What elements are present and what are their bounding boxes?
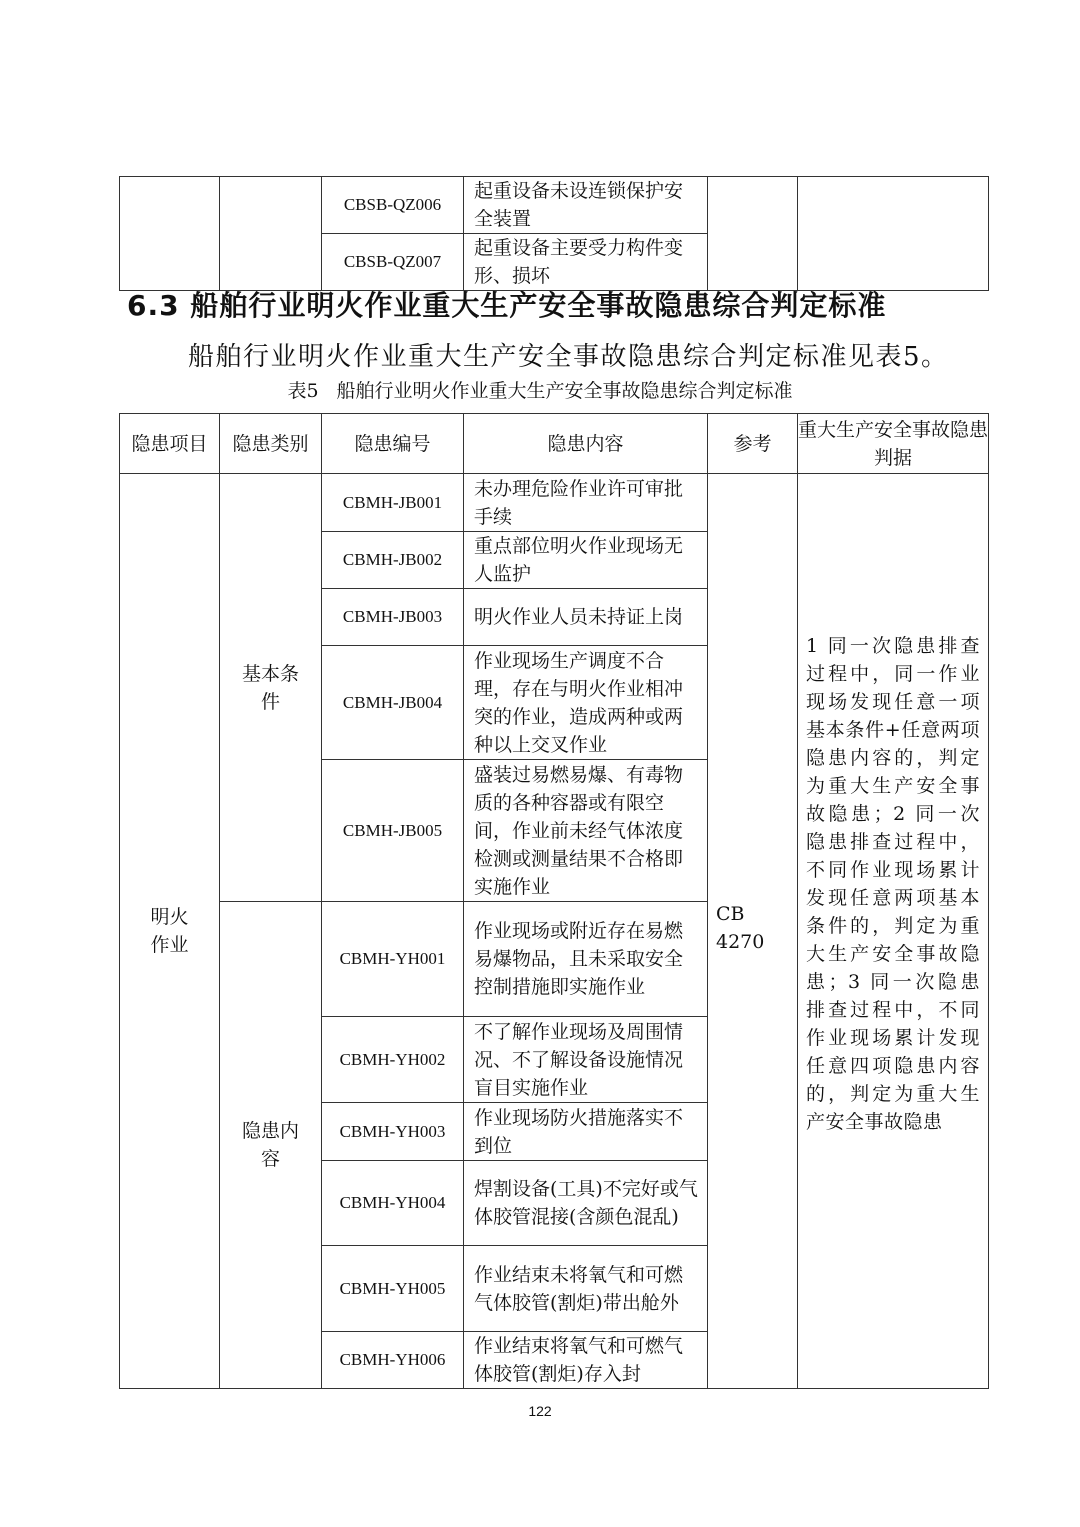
hazard-content-cell: 起重设备未设连锁保护安全装置 bbox=[464, 177, 708, 234]
table-caption-title: 船舶行业明火作业重大生产安全事故隐患综合判定标准 bbox=[336, 380, 793, 402]
header-code: 隐患编号 bbox=[322, 414, 464, 474]
header-content: 隐患内容 bbox=[464, 414, 708, 474]
hazard-content-cell: 焊割设备(工具)不完好或气体胶管混接(含颜色混乱) bbox=[464, 1161, 708, 1246]
hazard-code-cell: CBMH-YH002 bbox=[322, 1017, 464, 1103]
header-basis: 重大生产安全事故隐患判据 bbox=[798, 414, 989, 474]
hazard-content-cell: 明火作业人员未持证上岗 bbox=[464, 589, 708, 646]
reference-text: CB 4270 bbox=[716, 903, 765, 953]
empty-category-cell bbox=[220, 177, 322, 291]
table-caption-label: 表5 bbox=[287, 380, 319, 402]
category-cell: 基本条件 bbox=[220, 474, 322, 902]
category-cell: 隐患内容 bbox=[220, 902, 322, 1389]
hazard-code-cell: CBSB-QZ006 bbox=[322, 177, 464, 234]
header-category: 隐患类别 bbox=[220, 414, 322, 474]
hazard-content-cell: 作业结束将氧气和可燃气体胶管(割炬)存入封 bbox=[464, 1332, 708, 1389]
table-header-row bbox=[120, 414, 989, 474]
hazard-content-cell: 重点部位明火作业现场无人监护 bbox=[464, 532, 708, 589]
header-reference: 参考 bbox=[708, 414, 798, 474]
hazard-code-cell: CBSB-QZ007 bbox=[322, 234, 464, 291]
hazard-code-cell: CBMH-JB004 bbox=[322, 646, 464, 760]
empty-basis-cell bbox=[798, 177, 989, 291]
hazard-code-cell: CBMH-YH003 bbox=[322, 1103, 464, 1161]
hazard-code-cell: CBMH-JB001 bbox=[322, 474, 464, 532]
hazard-content-cell: 作业现场生产调度不合理，存在与明火作业相冲突的作业，造成两种或两种以上交叉作业 bbox=[464, 646, 708, 760]
header-item: 隐患项目 bbox=[120, 414, 220, 474]
table-caption bbox=[0, 376, 1080, 403]
hazard-content-cell: 不了解作业现场及周围情况、不了解设备设施情况盲目实施作业 bbox=[464, 1017, 708, 1103]
hazard-content-cell: 作业现场或附近存在易燃易爆物品，且未采取安全控制措施即实施作业 bbox=[464, 902, 708, 1017]
empty-item-cell bbox=[120, 177, 220, 291]
hazard-content-cell: 作业结束未将氧气和可燃气体胶管(割炬)带出舱外 bbox=[464, 1246, 708, 1332]
hazard-content-cell: 作业现场防火措施落实不到位 bbox=[464, 1103, 708, 1161]
previous-table-continuation bbox=[119, 176, 989, 291]
hazard-item-cell: 明火作业 bbox=[120, 474, 220, 1389]
hazard-content-cell: 未办理危险作业许可审批手续 bbox=[464, 474, 708, 532]
hazard-content-cell: 盛装过易燃易爆、有毒物质的各种容器或有限空间，作业前未经气体浓度检测或测量结果不合格即实施作业 bbox=[464, 760, 708, 902]
hazard-criteria-table bbox=[119, 413, 989, 1389]
section-heading: 6.3 船舶行业明火作业重大生产安全事故隐患综合判定标准 bbox=[127, 289, 887, 322]
hazard-code-cell: CBMH-JB003 bbox=[322, 589, 464, 646]
table-row bbox=[120, 474, 989, 532]
hazard-code-cell: CBMH-JB002 bbox=[322, 532, 464, 589]
hazard-code-cell: CBMH-YH004 bbox=[322, 1161, 464, 1246]
reference-cell bbox=[708, 474, 798, 1389]
basis-text: 1 同一次隐患排查过程中，同一作业现场发现任意一项基本条件+任意两项隐患内容的，判定为重大生产安全事故隐患；2 同一次隐患排查过程中，不同作业现场累计发现任意两项基本条件的，判定为重大生产安全事故隐患；3 同一次隐患排查过程中，不同作业现场累计发现任意四项隐患内容的，判定为重大生产安全事故隐患 bbox=[806, 635, 980, 1133]
empty-reference-cell bbox=[708, 177, 798, 291]
hazard-code-cell: CBMH-YH005 bbox=[322, 1246, 464, 1332]
body-paragraph: 船舶行业明火作业重大生产安全事故隐患综合判定标准见表5。 bbox=[188, 342, 949, 372]
basis-cell bbox=[798, 474, 989, 1389]
hazard-code-cell: CBMH-YH001 bbox=[322, 902, 464, 1017]
hazard-content-cell: 起重设备主要受力构件变形、损坏 bbox=[464, 234, 708, 291]
hazard-code-cell: CBMH-YH006 bbox=[322, 1332, 464, 1389]
page-number: 122 bbox=[528, 1403, 552, 1419]
hazard-code-cell: CBMH-JB005 bbox=[322, 760, 464, 902]
